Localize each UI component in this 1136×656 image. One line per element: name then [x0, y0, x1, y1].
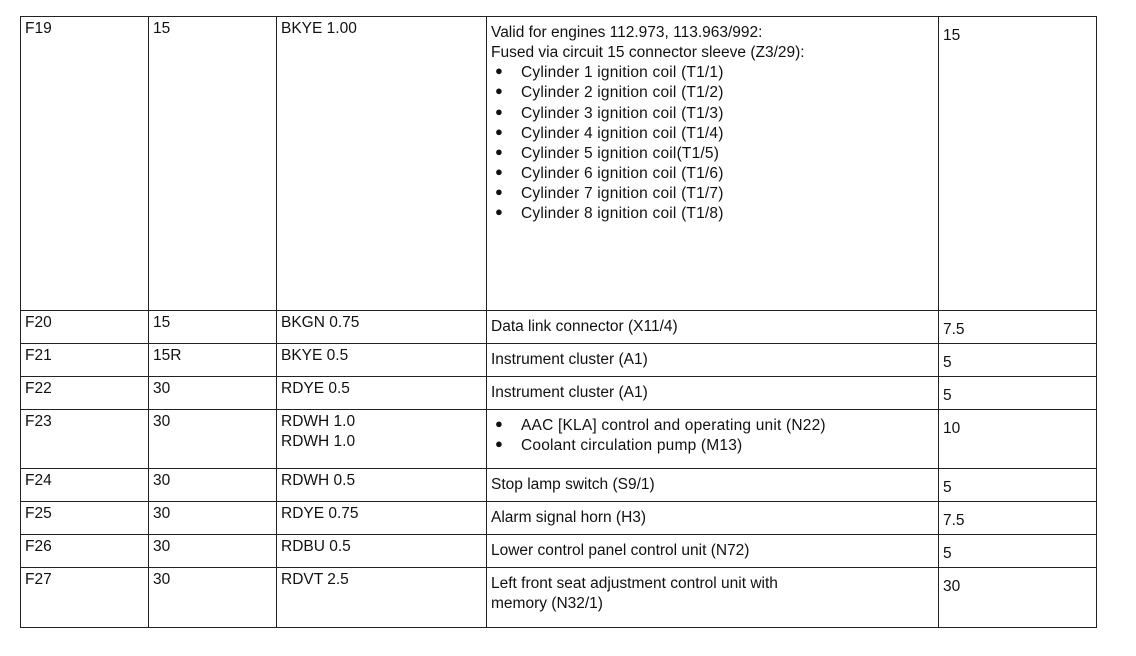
wire-cell	[277, 568, 487, 628]
fuse-number-cell	[21, 535, 149, 568]
table-row	[21, 410, 1097, 469]
amperage: 7.5	[943, 512, 965, 529]
list-item	[491, 164, 934, 184]
wire-spec: RDYE 0.5	[281, 380, 350, 397]
bullet-icon: ●	[495, 103, 504, 119]
fuse-table-body	[21, 17, 1097, 628]
amperage-cell	[939, 568, 1097, 628]
terminal: 30	[153, 505, 171, 522]
bullet-icon: ●	[495, 416, 504, 431]
fuse-number-cell	[21, 311, 149, 344]
terminal-cell	[149, 502, 277, 535]
wire-spec: RDWH 0.5	[281, 472, 356, 489]
amperage-cell	[939, 469, 1097, 502]
table-row	[21, 568, 1097, 628]
consumer-bullet-list	[491, 416, 934, 456]
amperage-cell	[939, 377, 1097, 410]
amperage-cell	[939, 535, 1097, 568]
consumer-line: Data link connector (X11/4)	[491, 318, 678, 335]
list-item	[491, 104, 934, 124]
terminal-cell	[149, 377, 277, 410]
consumer-line: Fused via circuit 15 connector sleeve (Z3/29):	[491, 44, 805, 62]
terminal: 15	[153, 20, 171, 37]
consumer-line: Instrument cluster (A1)	[491, 384, 648, 401]
wire-cell	[277, 410, 487, 469]
bullet-icon: ●	[495, 143, 504, 159]
wire-spec: BKYE 1.00	[281, 20, 357, 37]
amperage-cell	[939, 344, 1097, 377]
bullet-icon: ●	[495, 123, 504, 139]
consumer-item: AAC [KLA] control and operating unit (N22)	[521, 417, 826, 434]
amperage: 5	[943, 479, 952, 496]
consumer-line: Valid for engines 112.973, 113.963/992:	[491, 24, 763, 41]
table-row	[21, 311, 1097, 344]
fuse-number: F21	[25, 347, 52, 364]
consumer-cell	[487, 568, 939, 628]
wire-cell	[277, 17, 487, 311]
consumer-line: Left front seat adjustment control unit with	[491, 575, 778, 592]
fuse-number: F24	[25, 472, 52, 489]
bullet-icon: ●	[495, 63, 504, 79]
bullet-icon: ●	[495, 436, 504, 452]
consumer-item: Cylinder 5 ignition coil(T1/5)	[521, 144, 720, 162]
amperage: 5	[943, 387, 952, 404]
consumer-cell	[487, 311, 939, 344]
wire-spec: RDWH 1.0	[281, 413, 356, 430]
terminal: 15	[153, 314, 171, 331]
fuse-number: F22	[25, 380, 52, 397]
wire-cell	[277, 377, 487, 410]
fuse-number-cell	[21, 410, 149, 469]
amperage-cell	[939, 311, 1097, 344]
list-item	[491, 204, 934, 224]
list-item	[491, 416, 934, 436]
table-row	[21, 377, 1097, 410]
terminal: 15R	[153, 347, 182, 364]
consumer-item: Coolant circulation pump (M13)	[521, 437, 743, 455]
terminal: 30	[153, 472, 171, 489]
list-item	[491, 83, 934, 103]
table-row	[21, 17, 1097, 311]
list-item	[491, 184, 934, 204]
consumer-line: Instrument cluster (A1)	[491, 351, 648, 368]
consumer-item: Cylinder 7 ignition coil (T1/7)	[521, 185, 724, 203]
list-item	[491, 124, 934, 144]
amperage-cell	[939, 502, 1097, 535]
terminal: 30	[153, 538, 171, 555]
consumer-line: Alarm signal horn (H3)	[491, 509, 647, 526]
fuse-allocation-table	[20, 16, 1097, 628]
wire-spec: BKGN 0.75	[281, 314, 360, 331]
fuse-number: F26	[25, 538, 52, 555]
terminal-cell	[149, 410, 277, 469]
fuse-number-cell	[21, 469, 149, 502]
terminal: 30	[153, 413, 171, 430]
consumer-item: Cylinder 3 ignition coil (T1/3)	[521, 104, 724, 122]
consumer-cell	[487, 502, 939, 535]
fuse-number: F25	[25, 505, 52, 522]
amperage: 5	[943, 354, 952, 371]
fuse-number-cell	[21, 17, 149, 311]
amperage-cell	[939, 17, 1097, 311]
wire-spec: RDYE 0.75	[281, 505, 359, 522]
terminal-cell	[149, 311, 277, 344]
wire-cell	[277, 502, 487, 535]
bullet-icon: ●	[495, 184, 504, 200]
list-item	[491, 436, 934, 456]
wire-cell	[277, 535, 487, 568]
wire-cell	[277, 469, 487, 502]
consumer-cell	[487, 410, 939, 469]
wire-spec: BKYE 0.5	[281, 347, 349, 364]
consumer-bullet-list	[491, 63, 934, 224]
table-row	[21, 344, 1097, 377]
terminal-cell	[149, 17, 277, 311]
terminal-cell	[149, 535, 277, 568]
fuse-number-cell	[21, 344, 149, 377]
terminal-cell	[149, 344, 277, 377]
fuse-number: F19	[25, 20, 52, 37]
consumer-item: Cylinder 8 ignition coil (T1/8)	[521, 205, 724, 223]
wire-spec: RDVT 2.5	[281, 571, 349, 588]
bullet-icon: ●	[495, 163, 504, 179]
fuse-number: F23	[25, 413, 52, 430]
fuse-number: F27	[25, 571, 52, 588]
consumer-cell	[487, 17, 939, 311]
amperage: 10	[943, 420, 961, 437]
consumer-cell	[487, 344, 939, 377]
amperage-cell	[939, 410, 1097, 469]
consumer-item: Cylinder 4 ignition coil (T1/4)	[521, 124, 724, 142]
consumer-line: memory (N32/1)	[491, 595, 603, 613]
amperage: 5	[943, 545, 952, 562]
consumer-item: Cylinder 2 ignition coil (T1/2)	[521, 84, 724, 102]
amperage: 15	[943, 27, 961, 44]
terminal: 30	[153, 571, 171, 588]
table-row	[21, 469, 1097, 502]
fuse-number: F20	[25, 314, 52, 331]
amperage: 7.5	[943, 321, 965, 338]
list-item	[491, 63, 934, 83]
consumer-cell	[487, 535, 939, 568]
table-row	[21, 535, 1097, 568]
wire-cell	[277, 344, 487, 377]
terminal: 30	[153, 380, 171, 397]
consumer-item: Cylinder 6 ignition coil (T1/6)	[521, 164, 724, 182]
fuse-number-cell	[21, 502, 149, 535]
wire-spec: RDBU 0.5	[281, 538, 351, 555]
table-row	[21, 502, 1097, 535]
amperage: 30	[943, 578, 961, 595]
consumer-cell	[487, 469, 939, 502]
fuse-number-cell	[21, 568, 149, 628]
consumer-item: Cylinder 1 ignition coil (T1/1)	[521, 64, 724, 82]
fuse-number-cell	[21, 377, 149, 410]
list-item	[491, 144, 934, 164]
wire-cell	[277, 311, 487, 344]
terminal-cell	[149, 469, 277, 502]
bullet-icon: ●	[495, 204, 504, 220]
bullet-icon: ●	[495, 83, 504, 99]
consumer-line: Lower control panel control unit (N72)	[491, 542, 750, 559]
consumer-line: Stop lamp switch (S9/1)	[491, 476, 655, 493]
consumer-cell	[487, 377, 939, 410]
terminal-cell	[149, 568, 277, 628]
wire-spec: RDWH 1.0	[281, 433, 356, 451]
